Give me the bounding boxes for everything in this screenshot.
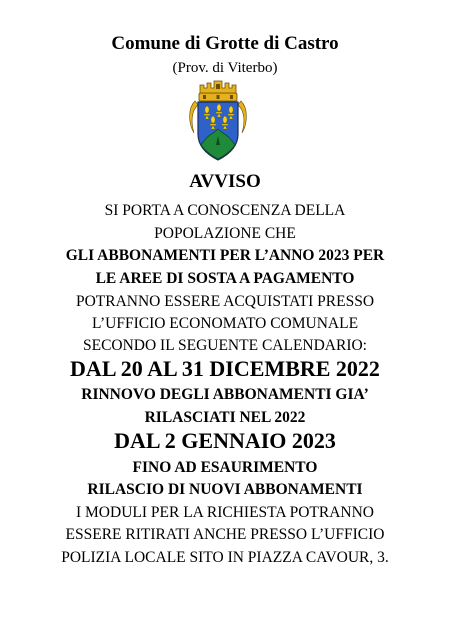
- notice-line: I MODULI PER LA RICHIESTA POTRANNO: [75, 504, 374, 521]
- notice-line: POTRANNO ESSERE ACQUISTATI PRESSO: [75, 293, 375, 310]
- notice-line-emphasis: GLI ABBONAMENTI PER L’ANNO 2023 PER: [65, 247, 385, 264]
- notice-line-emphasis: FINO AD ESAURIMENTO: [132, 459, 318, 476]
- notice-line: L’UFFICIO ECONOMATO COMUNALE: [91, 315, 359, 332]
- date-january: DAL 2 GENNAIO 2023: [114, 428, 336, 453]
- notice-line: SI PORTA A CONOSCENZA DELLA: [104, 202, 346, 219]
- notice-line-emphasis: RINNOVO DEGLI ABBONAMENTI GIA’: [81, 386, 369, 403]
- notice-line-emphasis: RILASCIATI NEL 2022: [144, 409, 306, 426]
- notice-line-emphasis: RILASCIO DI NUOVI ABBONAMENTI: [87, 481, 363, 498]
- coat-of-arms-icon: [189, 79, 247, 163]
- notice-line: SECONDO IL SEGUENTE CALENDARIO:: [82, 337, 367, 354]
- notice-line-emphasis: LE AREE DI SOSTA A PAGAMENTO: [95, 270, 355, 287]
- notice-line: ESSERE RITIRATI ANCHE PRESSO L’UFFICIO: [65, 526, 385, 543]
- province-subtitle: (Prov. di Viterbo): [172, 60, 278, 76]
- date-range-december: DAL 20 AL 31 DICEMBRE 2022: [70, 356, 380, 381]
- notice-line: POPOLAZIONE CHE: [154, 225, 296, 242]
- notice-heading: AVVISO: [189, 171, 261, 192]
- municipality-title: Comune di Grotte di Castro: [111, 33, 339, 54]
- notice-line: POLIZIA LOCALE SITO IN PIAZZA CAVOUR, 3.: [61, 549, 389, 566]
